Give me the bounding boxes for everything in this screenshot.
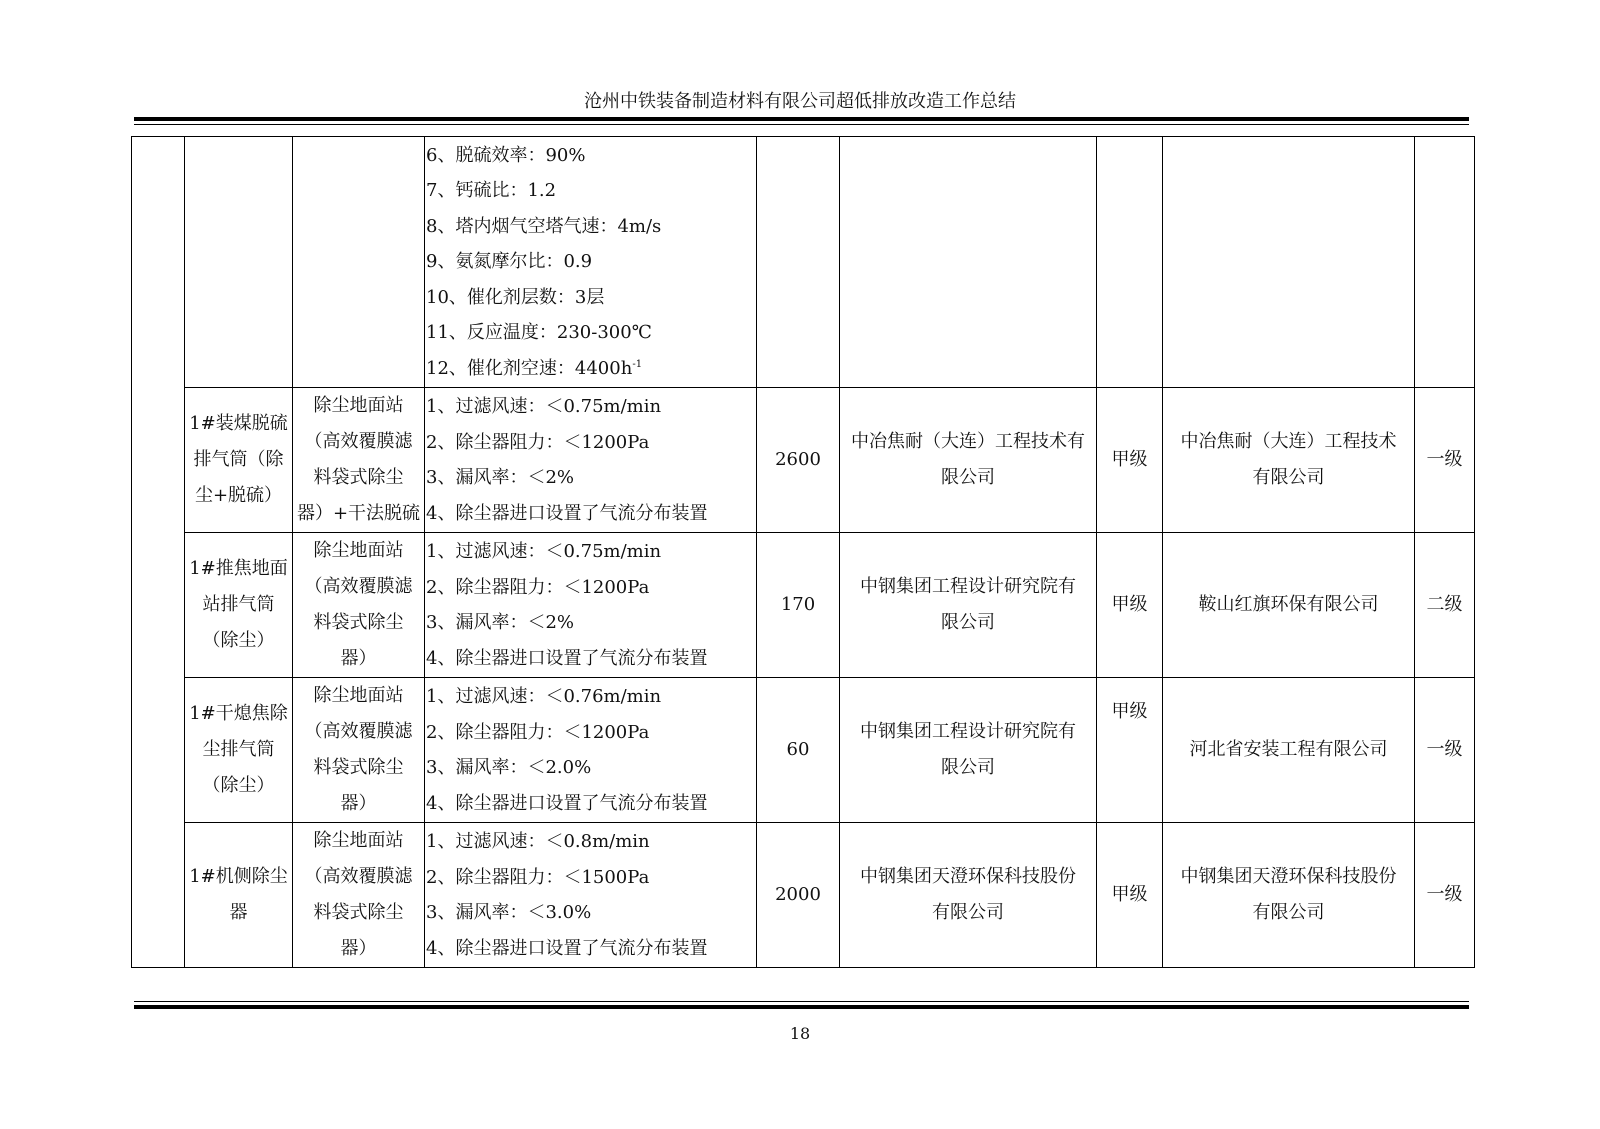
designer-grade-cell: 甲级 — [1097, 533, 1163, 678]
param-line: 3、漏风率：＜3.0% — [426, 902, 592, 923]
process-line: （高效覆膜滤 — [304, 866, 413, 887]
unit-exponent: -1 — [632, 358, 643, 370]
table-row-continuation — [132, 137, 1475, 388]
table-row — [132, 823, 1475, 968]
equipment-spec-table — [131, 136, 1475, 968]
param-line: 2、除尘器阻力：＜1500Pa — [426, 866, 650, 888]
outlet-line: 尘排气筒 — [202, 739, 275, 760]
builder-grade-cell: 一级 — [1415, 388, 1475, 533]
process-line: 器） — [340, 793, 377, 814]
designer-line: 中钢集团工程设计研究院有 — [860, 576, 1076, 597]
process-cell — [293, 823, 425, 968]
outlet-cell — [185, 823, 293, 968]
designer-cell — [840, 137, 1097, 388]
builder-cell — [1163, 678, 1415, 823]
designer-cell — [840, 533, 1097, 678]
builder-cell — [1163, 823, 1415, 968]
builder-line: 中冶焦耐（大连）工程技术 — [1180, 431, 1397, 452]
builder-cell — [1163, 137, 1415, 388]
param-line: 2、除尘器阻力：＜1200Pa — [426, 721, 650, 743]
param-line: 11、反应温度：230-300℃ — [426, 322, 652, 344]
designer-line: 限公司 — [941, 612, 995, 633]
builder-cell — [1163, 533, 1415, 678]
params-cell — [425, 823, 757, 968]
param-line: 1、过滤风速：＜0.8m/min — [426, 831, 650, 852]
outlet-line: （除尘） — [202, 775, 275, 796]
designer-line: 中冶焦耐（大连）工程技术有 — [851, 431, 1085, 452]
outlet-line: 1#机侧除尘 — [189, 866, 288, 887]
process-cell — [293, 137, 425, 388]
param-line: 3、漏风率：＜2.0% — [426, 757, 592, 778]
param-line: 1、过滤风速：＜0.75m/min — [426, 396, 662, 417]
builder-grade-cell — [1415, 137, 1475, 388]
process-line: 料袋式除尘 — [313, 757, 404, 778]
designer-cell — [840, 678, 1097, 823]
param-text: 12、催化剂空速：4400h — [426, 357, 633, 379]
table-row — [132, 678, 1475, 823]
param-line: 6、脱硫效率：90% — [426, 144, 586, 166]
outlet-cell — [185, 533, 293, 678]
footer-rule-thick — [134, 1005, 1469, 1009]
process-line: 器） — [340, 938, 377, 959]
param-line: 4、除尘器进口设置了气流分布装置 — [426, 937, 708, 959]
header-rule-thin — [134, 124, 1469, 125]
table-row — [132, 388, 1475, 533]
designer-line: 中钢集团天澄环保科技股份 — [860, 866, 1076, 887]
outlet-line: 站排气筒 — [202, 594, 275, 615]
process-line: （高效覆膜滤 — [304, 721, 413, 742]
param-line: 1、过滤风速：＜0.75m/min — [426, 541, 662, 562]
param-line: 3、漏风率：＜2% — [426, 467, 575, 488]
process-line: 器） — [340, 648, 377, 669]
table-row — [132, 533, 1475, 678]
param-line: 2、除尘器阻力：＜1200Pa — [426, 431, 650, 453]
param-line: 1、过滤风速：＜0.76m/min — [426, 686, 662, 707]
footer-rule-thin — [134, 1001, 1469, 1002]
designer-grade-cell: 甲级 — [1097, 823, 1163, 968]
investment-cell: 2600 — [757, 388, 840, 533]
designer-grade-cell: 甲级 — [1097, 678, 1163, 823]
process-line: 除尘地面站 — [313, 540, 404, 561]
process-cell — [293, 388, 425, 533]
builder-line: 河北省安装工程有限公司 — [1189, 739, 1388, 760]
header-rule-thick — [134, 117, 1469, 121]
designer-line: 限公司 — [941, 757, 995, 778]
page-number: 18 — [789, 1024, 811, 1043]
process-cell — [293, 533, 425, 678]
investment-cell — [757, 137, 840, 388]
designer-cell — [840, 823, 1097, 968]
param-line: 2、除尘器阻力：＜1200Pa — [426, 576, 650, 598]
process-line: 料袋式除尘 — [313, 467, 404, 488]
outlet-line: 1#装煤脱硫 — [189, 413, 288, 434]
param-line: 8、塔内烟气空塔气速：4m/s — [426, 215, 662, 237]
outlet-line: 1#干熄焦除 — [189, 703, 288, 724]
outlet-cell — [185, 678, 293, 823]
outlet-cell — [185, 137, 293, 388]
process-cell — [293, 678, 425, 823]
investment-cell: 170 — [757, 533, 840, 678]
param-line — [426, 351, 756, 387]
params-cell — [425, 137, 757, 388]
param-line: 4、除尘器进口设置了气流分布装置 — [426, 792, 708, 814]
process-line: （高效覆膜滤 — [304, 576, 413, 597]
param-line: 4、除尘器进口设置了气流分布装置 — [426, 502, 708, 524]
designer-grade-cell — [1097, 137, 1163, 388]
outlet-cell — [185, 388, 293, 533]
investment-cell: 2000 — [757, 823, 840, 968]
designer-line: 限公司 — [941, 467, 995, 488]
designer-grade-cell: 甲级 — [1097, 388, 1163, 533]
builder-line: 有限公司 — [1252, 467, 1325, 488]
param-line: 9、氨氮摩尔比：0.9 — [426, 251, 593, 273]
process-line: （高效覆膜滤 — [304, 431, 413, 452]
outlet-line: 器 — [229, 902, 248, 923]
process-line: 器）+干法脱硫 — [296, 503, 421, 524]
investment-cell: 60 — [757, 678, 840, 823]
builder-cell — [1163, 388, 1415, 533]
params-cell — [425, 388, 757, 533]
builder-line: 中钢集团天澄环保科技股份 — [1180, 866, 1397, 887]
designer-line: 有限公司 — [932, 902, 1004, 923]
builder-grade-cell: 一级 — [1415, 678, 1475, 823]
sequence-cell-merged — [132, 137, 185, 968]
builder-line: 鞍山红旗环保有限公司 — [1198, 594, 1379, 615]
process-line: 除尘地面站 — [313, 685, 404, 706]
param-line: 4、除尘器进口设置了气流分布装置 — [426, 647, 708, 669]
param-line: 3、漏风率：＜2% — [426, 612, 575, 633]
designer-line: 中钢集团工程设计研究院有 — [860, 721, 1076, 742]
builder-grade-cell: 二级 — [1415, 533, 1475, 678]
outlet-line: （除尘） — [202, 630, 275, 651]
process-line: 除尘地面站 — [313, 395, 404, 416]
process-line: 料袋式除尘 — [313, 612, 404, 633]
param-line: 10、催化剂层数：3层 — [426, 286, 605, 308]
outlet-line: 尘+脱硫） — [194, 485, 283, 506]
outlet-line: 排气筒（除 — [193, 449, 284, 470]
param-line: 7、钙硫比：1.2 — [426, 180, 557, 202]
params-cell — [425, 533, 757, 678]
params-cell — [425, 678, 757, 823]
outlet-line: 1#推焦地面 — [189, 558, 288, 579]
process-line: 料袋式除尘 — [313, 902, 404, 923]
builder-grade-cell: 一级 — [1415, 823, 1475, 968]
process-line: 除尘地面站 — [313, 830, 404, 851]
builder-line: 有限公司 — [1252, 902, 1325, 923]
page-header-title: 沧州中铁装备制造材料有限公司超低排放改造工作总结 — [584, 91, 1016, 112]
designer-cell — [840, 388, 1097, 533]
